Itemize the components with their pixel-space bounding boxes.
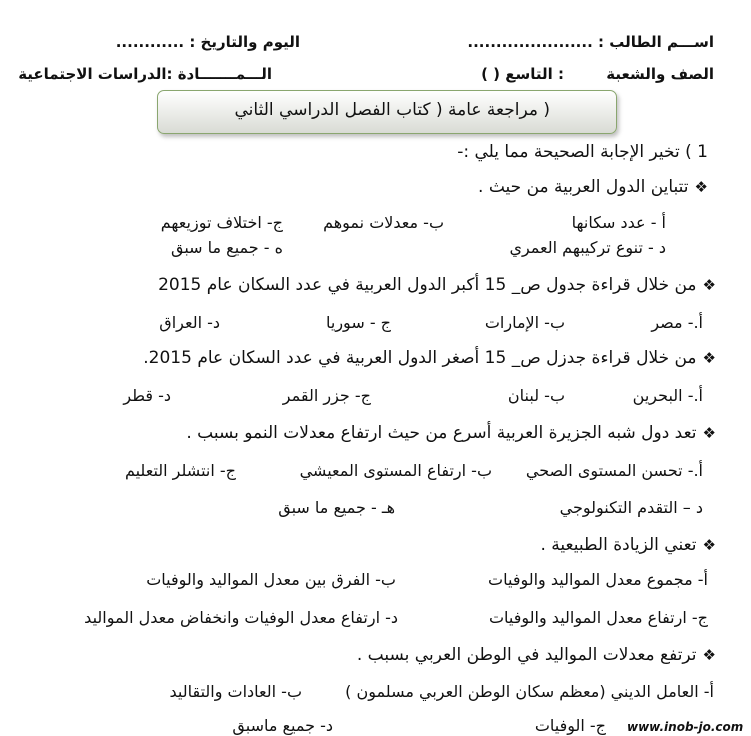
student-name-line: اســـم الطالب : ...................... [467,33,714,51]
q4-option-c: ج- انتشلر التعليم [124,461,236,480]
review-banner [157,90,617,134]
q4-option-e: هـ - جميع ما سبق [278,498,395,517]
q6-option-b: ب- العادات والتقاليد [169,682,302,701]
watermark-url: www.inob-jo.com [627,720,744,734]
review-banner-title: ( مراجعة عامة ( كتاب الفصل الدراسي الثاني [234,100,550,120]
question-4-text: تعد دول شبه الجزيرة العربية أسرع من حيث ارتفاع معدلات النمو بسبب . [186,423,697,443]
q6-option-a: أ- العامل الديني (معظم سكان الوطن العربي مسلمون ) [345,682,714,701]
question-2-text: من خلال قراءة جدول ص_ 15 أكبر الدول العربية في عدد السكان عام 2015 [158,275,697,295]
q2-option-c: ج - سوريا [326,313,391,332]
subject-line: الـــمـــــــادة :الدراسات الاجتماعية [18,65,272,83]
question-1 [478,177,708,197]
q3-option-c: ج- جزر القمر [282,386,371,405]
diamond-bullet-icon: ❖ [702,646,716,664]
question-1-text: تتباين الدول العربية من حيث . [478,177,689,197]
diamond-bullet-icon: ❖ [702,276,716,294]
question-3 [143,348,716,368]
question-2 [158,275,716,295]
q4-option-a: أ.- تحسن المستوى الصحي [525,461,703,480]
q2-option-b: ب- الإمارات [484,313,565,332]
q1-option-b: ب- معدلات نموهم [323,213,444,232]
q3-option-b: ب- لبنان [507,386,565,405]
question-5 [540,535,716,555]
q5-option-b: ب- الفرق بين معدل المواليد والوفيات [146,570,396,589]
date-line: اليوم والتاريخ : ............ [115,33,300,51]
q1-option-e: ه - جميع ما سبق [170,238,283,257]
q2-option-d: د- العراق [159,313,220,332]
q1-option-a: أ - عدد سكانها [571,213,666,232]
question-6 [357,645,716,665]
diamond-bullet-icon: ❖ [694,178,708,196]
class-label: الصف والشعبة [606,65,714,83]
section-title: 1 ) تخير الإجابة الصحيحة مما يلي :- [457,142,708,162]
q6-option-c: ج- الوفيات [534,716,606,735]
question-4 [186,423,716,443]
q3-option-d: د- قطر [123,386,171,405]
q5-option-d: د- ارتفاع معدل الوفيات وانخفاض معدل المواليد [84,608,398,627]
question-5-text: تعني الزيادة الطبيعية . [540,535,697,555]
question-6-text: ترتفع معدلات المواليد في الوطن العربي بسبب . [356,645,697,665]
q5-option-c: ج- ارتفاع معدل المواليد والوفيات [488,608,708,627]
q5-option-a: أ- مجموع معدل المواليد والوفيات [488,570,708,589]
question-3-text: من خلال قراءة جدزل ص_ 15 أصغر الدول العربية في عدد السكان عام 2015. [143,348,697,368]
q1-option-d: د - تنوع تركيبهم العمري [509,238,666,257]
diamond-bullet-icon: ❖ [702,536,716,554]
diamond-bullet-icon: ❖ [702,424,716,442]
q2-option-a: أ.- مصر [651,313,703,332]
q3-option-a: أ.- البحرين [632,386,703,405]
q4-option-d: د – التقدم التكنولوجي [559,498,703,517]
q1-option-c: ج- اختلاف توزيعهم [160,213,283,232]
q4-option-b: ب- ارتفاع المستوى المعيشي [299,461,492,480]
q6-option-d: د- جميع ماسبق [232,716,333,735]
diamond-bullet-icon: ❖ [702,349,716,367]
class-value: : التاسع ( ) [481,65,564,83]
